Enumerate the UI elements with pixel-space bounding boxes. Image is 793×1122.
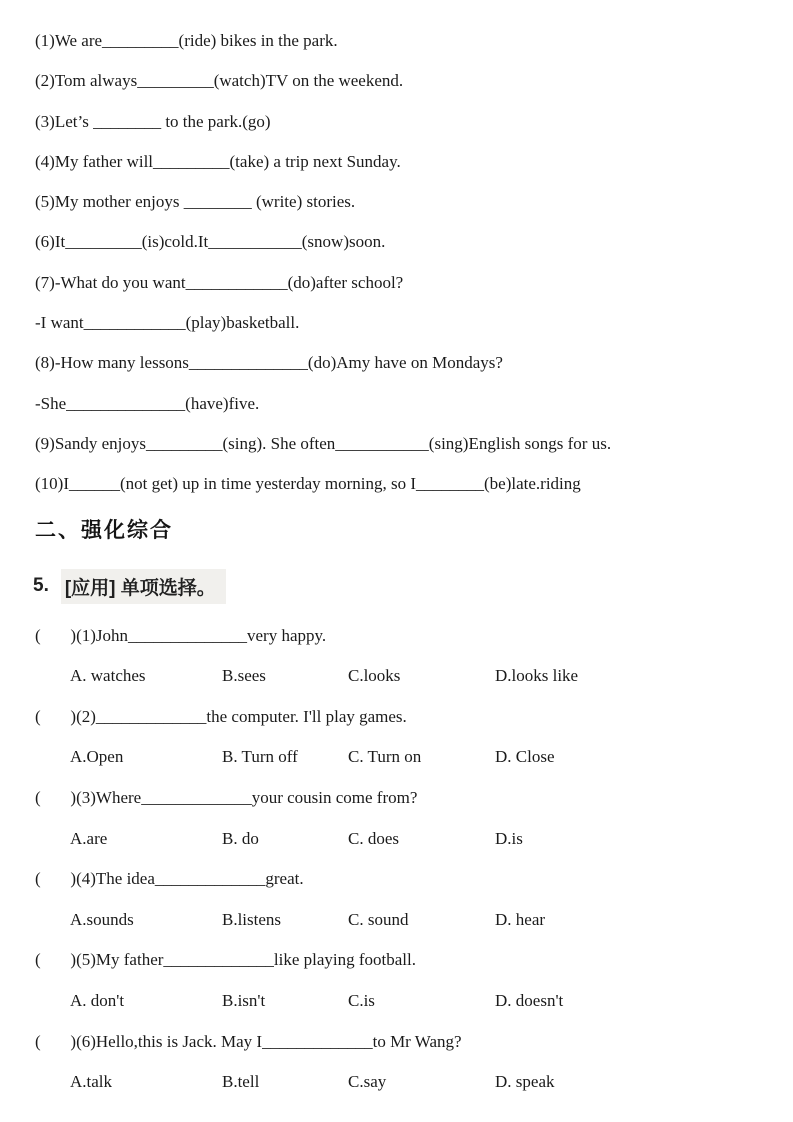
mc-question-3-option-a: A.are xyxy=(70,828,108,848)
mc-question-5-option-c: C.is xyxy=(348,990,375,1010)
mc-question-3-option-b: B. do xyxy=(222,828,259,848)
mc-question-2-option-c: C. Turn on xyxy=(348,747,422,767)
mc-question-1-option-b: B.sees xyxy=(222,666,266,686)
task-number: 5. xyxy=(33,575,49,597)
mc-question-5-stem: ( )(5)My father_____________like playing football. xyxy=(35,950,417,970)
mc-question-2-option-b: B. Turn off xyxy=(222,747,298,767)
task-header xyxy=(33,569,793,604)
fillin-line-2: (2)Tom always_________(watch)TV on the weekend. xyxy=(35,71,404,91)
mc-question-2-option-d: D. Close xyxy=(495,747,555,767)
mc-question-1-option-d: D.looks like xyxy=(495,666,579,686)
mc-question-3-options xyxy=(0,819,793,860)
fillin-line-1: (1)We are_________(ride) bikes in the park. xyxy=(35,31,338,50)
mc-question-2-stem: ( )(2)_____________the computer. I'll play games. xyxy=(35,706,407,726)
mc-question-1-options xyxy=(0,656,793,697)
fillin-line-6: (6)It_________(is)cold.It___________(snow)soon. xyxy=(35,232,386,252)
mc-question-4-stem: ( )(4)The idea_____________great. xyxy=(35,869,304,889)
fill-in-section xyxy=(0,0,793,505)
mc-question-2-option-a: A.Open xyxy=(70,747,124,767)
mc-question-6-options xyxy=(0,1062,793,1103)
mc-question-4-option-d: D. hear xyxy=(495,909,546,929)
mc-question-6-stem: ( )(6)Hello,this is Jack. May I_____________to Mr Wang? xyxy=(35,1031,462,1051)
fillin-line-8: (8)-How many lessons______________(do)Amy have on Mondays? xyxy=(35,353,503,373)
fillin-line-10: (10)I______(not get) up in time yesterday morning, so I________(be)late.riding xyxy=(35,474,581,494)
mc-question-5-option-b: B.isn't xyxy=(222,990,266,1010)
mc-question-4-option-b: B.listens xyxy=(222,909,282,929)
fillin-line-5: (5)My mother enjoys ________ (write) stories. xyxy=(35,192,356,212)
task-title: [应用] 单项选择。 xyxy=(61,569,226,604)
mc-question-1-option-a: A. watches xyxy=(70,666,146,686)
fillin-line-7: (7)-What do you want____________(do)after school? xyxy=(35,272,404,292)
mc-question-3-option-c: C. does xyxy=(348,828,399,848)
fillin-line-7-answer: -I want____________(play)basketball. xyxy=(35,313,300,333)
fillin-line-3: (3)Let’s ________ to the park.(go) xyxy=(35,111,271,131)
mc-question-4-option-a: A.sounds xyxy=(70,909,134,929)
mc-question-3-option-d: D.is xyxy=(495,828,523,848)
fillin-line-8-answer: -She______________(have)five. xyxy=(35,393,260,413)
mc-question-1-stem: ( )(1)John______________very happy. xyxy=(35,625,327,645)
fillin-line-9: (9)Sandy enjoys_________(sing). She often___________(sing)English songs for us. xyxy=(35,433,612,453)
mc-question-5-option-a: A. don't xyxy=(70,990,125,1010)
mc-question-6-option-a: A.talk xyxy=(70,1072,113,1092)
mc-question-1-option-c: C.looks xyxy=(348,666,401,686)
mc-question-2-options xyxy=(0,737,793,778)
mc-question-4-option-c: C. sound xyxy=(348,909,409,929)
mc-question-6-option-c: C.say xyxy=(348,1072,387,1092)
mc-question-4-options xyxy=(0,900,793,941)
section-header: 二、强化综合 xyxy=(35,518,173,542)
mc-question-6-option-d: D. speak xyxy=(495,1072,555,1092)
multiple-choice-section xyxy=(0,616,793,1103)
mc-question-3-stem: ( )(3)Where_____________your cousin come from? xyxy=(35,787,418,807)
mc-question-5-options xyxy=(0,981,793,1022)
mc-question-5-option-d: D. doesn't xyxy=(495,990,564,1010)
fillin-line-4: (4)My father will_________(take) a trip next Sunday. xyxy=(35,151,401,171)
mc-question-6-option-b: B.tell xyxy=(222,1072,260,1092)
